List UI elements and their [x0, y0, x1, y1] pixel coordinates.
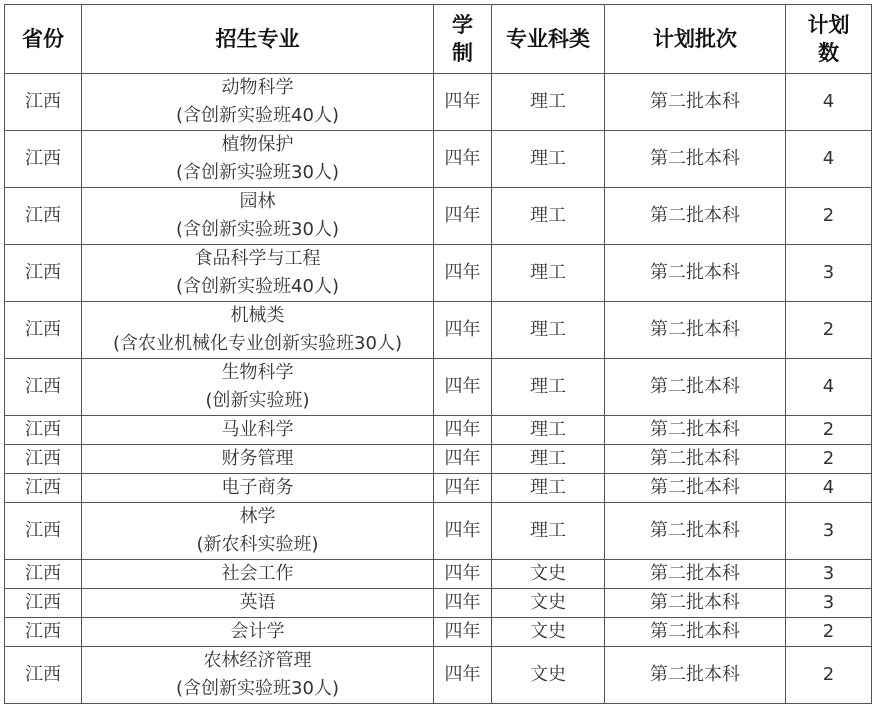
- major-note: (含创新实验班30人): [176, 162, 339, 183]
- duration-cell: 四年: [434, 618, 492, 647]
- duration-cell: 四年: [434, 589, 492, 618]
- category-cell: 理工: [492, 131, 605, 188]
- batch-cell: 第二批本科: [605, 302, 786, 359]
- duration-cell: 四年: [434, 416, 492, 445]
- batch-cell: 第二批本科: [605, 131, 786, 188]
- major-cell: [82, 131, 434, 188]
- major-cell: [82, 560, 434, 589]
- major-note: (含农业机械化专业创新实验班30人): [113, 333, 402, 354]
- major-name: 食品科学与工程: [194, 248, 321, 269]
- header-province: 省份: [5, 5, 82, 74]
- table-row: [5, 416, 872, 445]
- province-cell: 江西: [5, 589, 82, 618]
- duration-cell: 四年: [434, 74, 492, 131]
- duration-cell: 四年: [434, 131, 492, 188]
- category-cell: 理工: [492, 74, 605, 131]
- major-cell: [82, 245, 434, 302]
- header-duration: 学 制: [434, 5, 492, 74]
- batch-cell: 第二批本科: [605, 245, 786, 302]
- category-cell: 理工: [492, 359, 605, 416]
- table-row: [5, 618, 872, 647]
- batch-cell: 第二批本科: [605, 416, 786, 445]
- count-cell: 2: [786, 416, 872, 445]
- header-count: 计划 数: [786, 5, 872, 74]
- major-name: 电子商务: [221, 477, 294, 498]
- count-cell: 4: [786, 74, 872, 131]
- province-cell: 江西: [5, 560, 82, 589]
- table-row: [5, 359, 872, 416]
- major-name: 植物保护: [221, 134, 294, 155]
- major-name: 林学: [239, 506, 276, 527]
- table-row: [5, 302, 872, 359]
- category-cell: 理工: [492, 474, 605, 503]
- major-name: 会计学: [230, 621, 285, 642]
- batch-cell: 第二批本科: [605, 503, 786, 560]
- count-cell: 2: [786, 445, 872, 474]
- major-cell: [82, 503, 434, 560]
- category-cell: 文史: [492, 589, 605, 618]
- duration-cell: 四年: [434, 647, 492, 704]
- major-cell: [82, 474, 434, 503]
- major-cell: [82, 416, 434, 445]
- table-row: [5, 560, 872, 589]
- province-cell: 江西: [5, 131, 82, 188]
- province-cell: 江西: [5, 74, 82, 131]
- major-note: (新农科实验班): [196, 534, 319, 555]
- category-cell: 理工: [492, 245, 605, 302]
- duration-cell: 四年: [434, 560, 492, 589]
- table-row: [5, 245, 872, 302]
- major-name: 英语: [239, 592, 276, 613]
- major-note: (含创新实验班40人): [176, 105, 339, 126]
- province-cell: 江西: [5, 474, 82, 503]
- category-cell: 理工: [492, 445, 605, 474]
- table-body: [5, 74, 872, 704]
- province-cell: 江西: [5, 503, 82, 560]
- batch-cell: 第二批本科: [605, 560, 786, 589]
- duration-cell: 四年: [434, 245, 492, 302]
- province-cell: 江西: [5, 359, 82, 416]
- province-cell: 江西: [5, 188, 82, 245]
- major-name: 生物科学: [221, 362, 294, 383]
- count-cell: 4: [786, 131, 872, 188]
- major-cell: [82, 359, 434, 416]
- table-row: [5, 188, 872, 245]
- major-cell: [82, 618, 434, 647]
- major-name: 财务管理: [221, 448, 294, 469]
- count-cell: 3: [786, 589, 872, 618]
- batch-cell: 第二批本科: [605, 188, 786, 245]
- major-cell: [82, 647, 434, 704]
- table-row: [5, 474, 872, 503]
- table-row: [5, 589, 872, 618]
- major-cell: [82, 302, 434, 359]
- duration-cell: 四年: [434, 359, 492, 416]
- batch-cell: 第二批本科: [605, 647, 786, 704]
- batch-cell: 第二批本科: [605, 618, 786, 647]
- category-cell: 文史: [492, 618, 605, 647]
- batch-cell: 第二批本科: [605, 445, 786, 474]
- duration-cell: 四年: [434, 445, 492, 474]
- batch-cell: 第二批本科: [605, 74, 786, 131]
- major-cell: [82, 74, 434, 131]
- count-cell: 3: [786, 245, 872, 302]
- count-cell: 3: [786, 503, 872, 560]
- major-name: 机械类: [230, 305, 285, 326]
- category-cell: 文史: [492, 560, 605, 589]
- major-name: 园林: [239, 191, 276, 212]
- province-cell: 江西: [5, 647, 82, 704]
- duration-cell: 四年: [434, 474, 492, 503]
- major-name: 农林经济管理: [203, 650, 312, 671]
- major-name: 社会工作: [221, 563, 294, 584]
- major-note: (创新实验班): [205, 390, 310, 411]
- major-cell: [82, 188, 434, 245]
- duration-cell: 四年: [434, 302, 492, 359]
- table-row: [5, 445, 872, 474]
- category-cell: 理工: [492, 416, 605, 445]
- province-cell: 江西: [5, 618, 82, 647]
- category-cell: 理工: [492, 302, 605, 359]
- count-cell: 2: [786, 188, 872, 245]
- major-note: (含创新实验班40人): [176, 276, 339, 297]
- table-row: [5, 131, 872, 188]
- table-row: [5, 74, 872, 131]
- province-cell: 江西: [5, 245, 82, 302]
- enrollment-plan-table: [4, 4, 872, 704]
- major-note: (含创新实验班30人): [176, 678, 339, 699]
- batch-cell: 第二批本科: [605, 474, 786, 503]
- major-cell: [82, 589, 434, 618]
- header-major: 招生专业: [82, 5, 434, 74]
- major-cell: [82, 445, 434, 474]
- table-row: [5, 647, 872, 704]
- count-cell: 3: [786, 560, 872, 589]
- count-cell: 4: [786, 474, 872, 503]
- table-header-row: [5, 5, 872, 74]
- batch-cell: 第二批本科: [605, 359, 786, 416]
- major-note: (含创新实验班30人): [176, 219, 339, 240]
- category-cell: 理工: [492, 503, 605, 560]
- header-batch: 计划批次: [605, 5, 786, 74]
- batch-cell: 第二批本科: [605, 589, 786, 618]
- table-row: [5, 503, 872, 560]
- count-cell: 2: [786, 618, 872, 647]
- category-cell: 理工: [492, 188, 605, 245]
- category-cell: 文史: [492, 647, 605, 704]
- province-cell: 江西: [5, 416, 82, 445]
- major-name: 马业科学: [221, 419, 294, 440]
- duration-cell: 四年: [434, 503, 492, 560]
- count-cell: 2: [786, 302, 872, 359]
- province-cell: 江西: [5, 302, 82, 359]
- count-cell: 2: [786, 647, 872, 704]
- province-cell: 江西: [5, 445, 82, 474]
- header-category: 专业科类: [492, 5, 605, 74]
- major-name: 动物科学: [221, 77, 294, 98]
- duration-cell: 四年: [434, 188, 492, 245]
- count-cell: 4: [786, 359, 872, 416]
